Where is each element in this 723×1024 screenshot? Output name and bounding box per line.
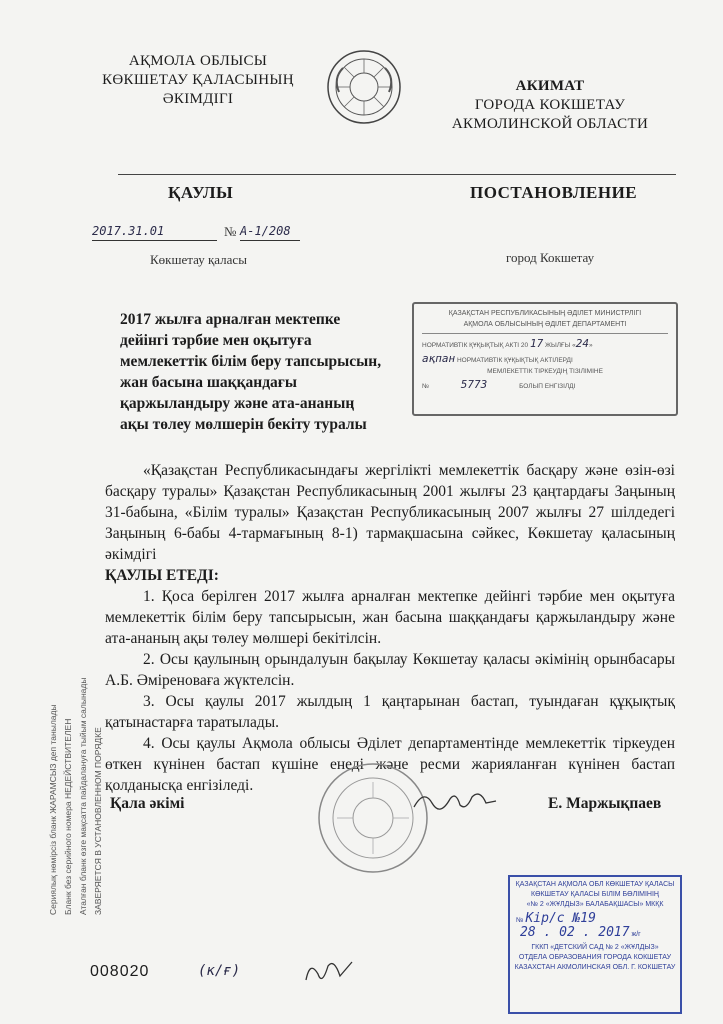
signature-name: Е. Маржықпаев [548, 795, 662, 812]
header-left [98, 52, 298, 109]
copy-stamp-line: КӨКШЕТАУ ҚАЛАСЫ БІЛІМ БӨЛІМІНІҢ [531, 891, 659, 898]
body-item: 2. Осы қаулының орындалуын бақылау Көкшетау қаласы әкімінің орынбасары А.Б. Әміреноваға жүктелсін. [105, 651, 675, 689]
reg-stamp-line: БОЛЫП ЕНГІЗІЛДІ [519, 383, 576, 390]
copy-stamp-line: ҚАЗАҚСТАН АҚМОЛА ОБЛ КӨКШЕТАУ ҚАЛАСЫ [515, 881, 675, 888]
body-item: 1. Қоса берілген 2017 жылға арналған мектепке дейінгі тәрбие мен оқытуға мемлекеттік білім беру тапсырысын, жан басына шаққандағы қаржыландыру және ата-ананың ақы төлеу мөлшері бекітілсін. [105, 588, 675, 647]
reg-month: ақпан [422, 352, 456, 365]
reg-day: 24 [575, 337, 589, 350]
reg-number: 5773 [460, 378, 488, 391]
doc-type-kz: ҚАУЛЫ [168, 183, 234, 202]
doc-type-ru: ПОСТАНОВЛЕНИЕ [470, 183, 638, 202]
doc-number: А-1/208 [240, 224, 291, 238]
title-line: ақы төлеу мөлшерін бекіту туралы [120, 416, 367, 433]
place-ru: город Кокшетау [506, 250, 595, 265]
copy-stamp-num-prefix: № [516, 917, 524, 924]
sidebar-notice [8, 330, 118, 920]
registration-stamp [412, 302, 678, 416]
reg-stamp-line: НОРМАТИВТІК ҚҰҚЫҚТЫҚ АКТІЛЕРДІ [456, 357, 573, 364]
body-item: 4. Осы қаулы Ақмола облысы Әділет департаментінде мемлекеттік тіркеуден өткен күнінен бастап күшіне енеді және ресми жарияланған күнінен бастап қолданысқа енгізіледі. [105, 735, 675, 794]
header-right-line: ГОРОДА КОКШЕТАУ [474, 97, 626, 113]
title-line: 2017 жылға арналған мектепке [120, 311, 341, 328]
sidebar-line: Аталған бланк өзге мақсатта пайдалануға тыйым салынады [78, 677, 88, 915]
resolves-heading: ҚАУЛЫ ЕТЕДІ: [105, 567, 219, 584]
title-line: дейінгі тәрбие мен оқытуға [120, 332, 312, 349]
document-body [105, 460, 675, 796]
copy-stamp-number: Кір/с №19 [525, 911, 596, 926]
reg-stamp-line: МЕМЛЕКЕТТІК ТІРКЕУДІҢ ТІЗІЛІМІНЕ [487, 368, 603, 375]
doc-date: 2017.31.01 [92, 224, 165, 238]
title-line: жан басына шаққандағы [120, 374, 297, 391]
copy-stamp-line: ОТДЕЛА ОБРАЗОВАНИЯ ГОРОДА КОКШЕТАУ [518, 954, 672, 961]
sidebar-line: Бланк без серийного номера НЕДЕЙСТВИТЕЛЕН [63, 718, 73, 915]
header-right-line: АКМОЛИНСКОЙ ОБЛАСТИ [451, 116, 649, 132]
copy-stamp-date: 28 . 02 . 2017 [520, 925, 630, 940]
reg-stamp-line: » [589, 342, 593, 349]
header-divider [118, 174, 676, 175]
sidebar-line: Сериялық нөмірсіз бланк ЖАРАМСЫЗ деп танылады [48, 704, 58, 915]
copy-stamp-line: ГККП «ДЕТСКИЙ САД № 2 «ЖҰЛДЫЗ» [531, 944, 659, 951]
signature-scribble-icon [410, 785, 500, 815]
copy-stamp [508, 875, 682, 1014]
copy-stamp-line: «№ 2 «ЖҰЛДЫЗ» БАЛАБАҚШАСЫ» МКҚК [526, 901, 664, 908]
place-kz: Көкшетау қаласы [150, 252, 247, 267]
header-left-line: АҚМОЛА ОБЛЫСЫ [128, 53, 268, 69]
body-item: 3. Осы қаулы 2017 жылдың 1 қаңтарынан бастап, туындаған құқықтық қатынастарға таратылады. [105, 693, 675, 731]
state-emblem-icon [325, 48, 403, 126]
sidebar-line: ЗАВЕРЯЕТСЯ В УСТАНОВЛЕННОМ ПОРЯДКЕ [93, 727, 103, 915]
preamble: «Қазақстан Республикасындағы жергілікті мемлекеттік басқару және өзін-өзі басқару туралы» Қазақстан Республикасының 2001 жылғы 23 қаңтардағы Заңының 31-бабына, «Білім туралы» Қазақстан Республикасының 2007 жылғы 27 шілдедегі Заңының 6-бабы 4-тармағының 8-1) тармақшасына сәйкес, Көкшетау қаласының әкімдігі [105, 462, 675, 563]
header-left-line: ӘКІМДІГІ [162, 91, 234, 107]
title-line: қаржыландыру және ата-ананың [120, 395, 355, 412]
number-prefix: № [224, 224, 237, 239]
official-seal-icon [315, 760, 431, 876]
handwritten-note: (к/ғ) [198, 963, 241, 979]
document-title [120, 309, 410, 435]
reg-year: 17 [529, 337, 544, 350]
copy-stamp-line: КАЗАХСТАН АКМОЛИНСКАЯ ОБЛ. Г. КОКШЕТАУ [514, 964, 676, 971]
copy-stamp-year-suffix: ж/г [631, 931, 641, 938]
reg-stamp-line: АҚМОЛА ОБЛЫСЫНЫҢ ӘДІЛЕТ ДЕПАРТАМЕНТІ [463, 321, 627, 328]
reg-stamp-line: ҚАЗАҚСТАН РЕСПУБЛИКАСЫНЫҢ ӘДІЛЕТ МИНИСТРЛІГІ [448, 310, 642, 317]
reg-stamp-line: НОРМАТИВТІК ҚҰҚЫҚТЫҚ АКТІ 20 [422, 342, 529, 349]
footer-signature-icon [300, 952, 360, 992]
header-left-line: КӨКШЕТАУ ҚАЛАСЫНЫҢ [102, 72, 294, 88]
header-right [450, 77, 650, 134]
title-line: мемлекеттік білім беру тапсырысын, [120, 353, 382, 370]
date-field [92, 222, 217, 241]
reg-stamp-line: ЖЫЛҒЫ « [545, 342, 576, 349]
reg-stamp-line: № [422, 383, 429, 390]
serial-number: 008020 [90, 963, 150, 980]
header-right-line: АКИМАТ [515, 78, 585, 94]
signature-title: Қала әкімі [110, 795, 185, 812]
number-field [240, 222, 300, 241]
